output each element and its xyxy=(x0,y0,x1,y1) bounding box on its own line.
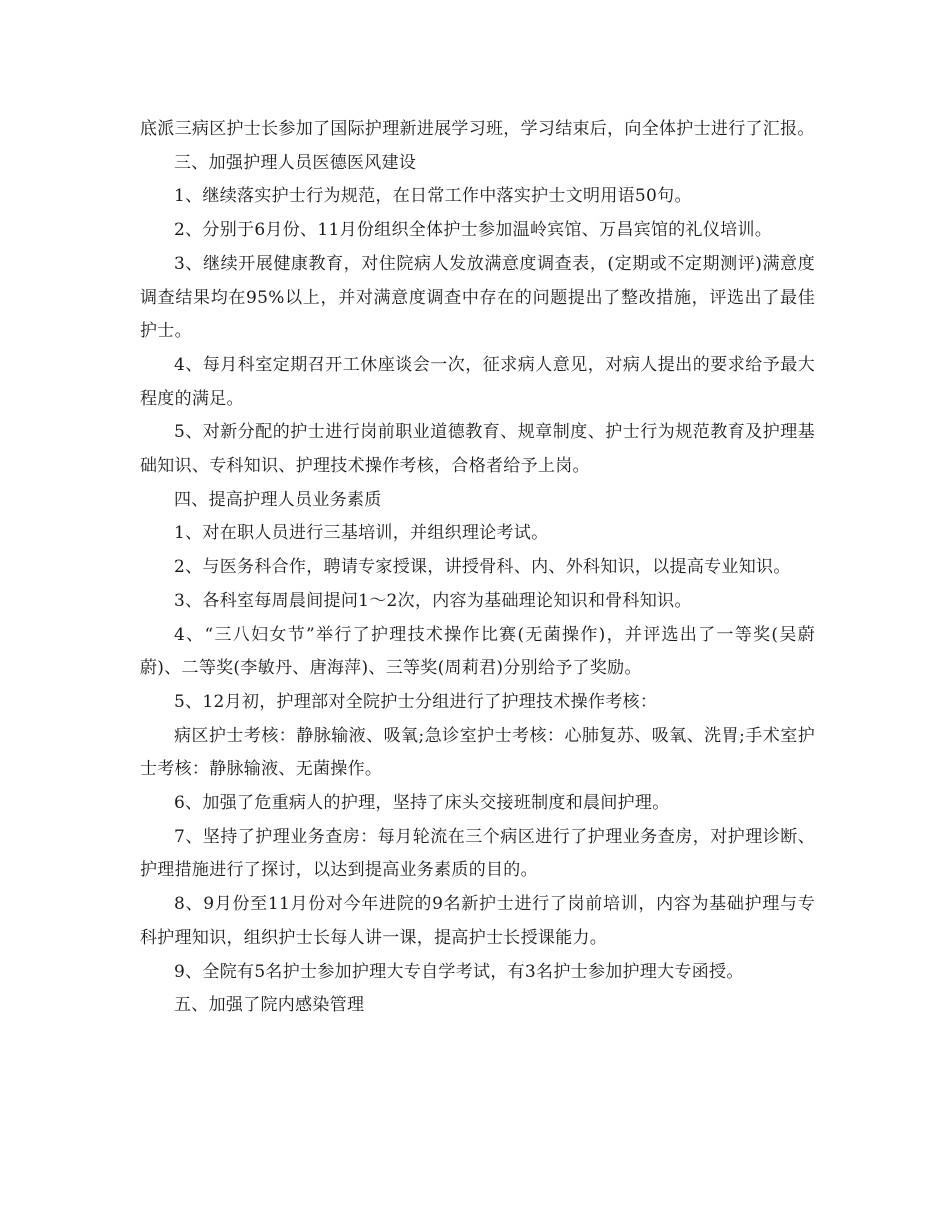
paragraph: 4、“三八妇女节”举行了护理技术操作比赛(无菌操作)，并评选出了一等奖(吴蔚蔚)、二等奖(李敏丹、唐海萍)、三等奖(周莉君)分别给予了奖励。 xyxy=(140,624,815,679)
paragraph: 1、对在职人员进行三基培训，并组织理论考试。 xyxy=(174,523,549,544)
paragraph: 3、继续开展健康教育，对住院病人发放满意度调查表，(定期或不定期测评)满意度调查结果均在95%以上，并对满意度调查中存在的问题提出了整改措施，评选出了最佳护士。 xyxy=(140,253,815,342)
paragraph: 2、与医务科合作，聘请专家授课，讲授骨科、内、外科知识，以提高专业知识。 xyxy=(174,557,791,578)
paragraph: 底派三病区护士长参加了国际护理新进展学习班，学习结束后，向全体护士进行了汇报。 xyxy=(140,119,815,139)
paragraph: 1、继续落实护士行为规范，在日常工作中落实护士文明用语50句。 xyxy=(174,186,692,207)
paragraph: 6、加强了危重病人的护理，坚持了床头交接班制度和晨间护理。 xyxy=(174,793,670,814)
paragraph: 7、坚持了护理业务查房：每月轮流在三个病区进行了护理业务查房，对护理诊断、护理措施进行了探讨，以达到提高业务素质的目的。 xyxy=(140,826,815,881)
paragraph: 9、全院有5名护士参加护理大专自学考试，有3名护士参加护理大专函授。 xyxy=(174,961,744,982)
paragraph: 2、分别于6月份、11月份组织全体护士参加温岭宾馆、万昌宾馆的礼仪培训。 xyxy=(174,220,773,241)
section-heading: 三、加强护理人员医德医风建设 xyxy=(174,152,417,173)
paragraph: 5、对新分配的护士进行岗前职业道德教育、规章制度、护士行为规范教育及护理基础知识、专科知识、护理技术操作考核，合格者给予上岗。 xyxy=(140,422,815,477)
paragraph: 病区护士考核：静脉输液、吸氧;急诊室护士考核：心肺复苏、吸氧、洗胃;手术室护士考核：静脉输液、无菌操作。 xyxy=(140,725,815,780)
section-heading: 四、提高护理人员业务素质 xyxy=(174,489,382,510)
document-body xyxy=(140,113,815,1023)
paragraph: 5、12月初，护理部对全院护士分组进行了护理技术操作考核： xyxy=(174,691,658,712)
paragraph: 3、各科室每周晨间提问1～2次，内容为基础理论知识和骨科知识。 xyxy=(174,590,692,611)
paragraph: 8、9月份至11月份对今年进院的9名新护士进行了岗前培训，内容为基础护理与专科护理知识，组织护士长每人讲一课，提高护士长授课能力。 xyxy=(140,894,815,948)
paragraph: 4、每月科室定期召开工休座谈会一次，征求病人意见，对病人提出的要求给予最大程度的满足。 xyxy=(140,354,815,409)
section-heading: 五、加强了院内感染管理 xyxy=(174,995,365,1016)
